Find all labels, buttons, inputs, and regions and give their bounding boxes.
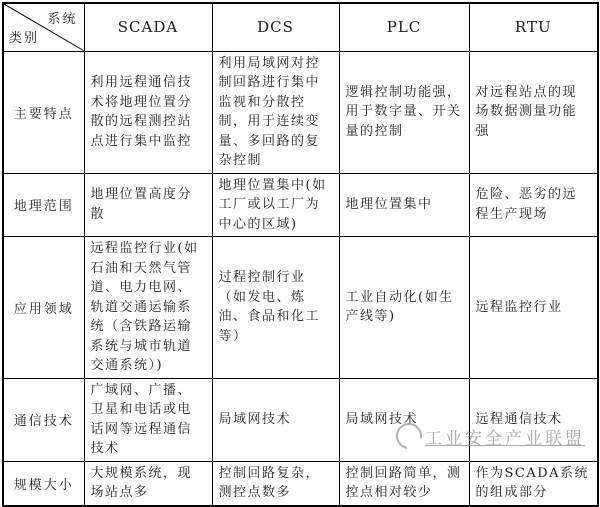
cell-geographic-scope-scada: 地理位置高度分散: [84, 173, 212, 237]
cell-communication-tech-rtu: 远程通信技术: [469, 378, 598, 461]
row-label-communication-tech: 通信技术: [3, 378, 84, 461]
cell-main-features-scada: 利用远程通信技术将地理位置分散的远程测控站点进行集中监控: [84, 51, 212, 173]
row-label-geographic-scope: 地理范围: [3, 173, 84, 237]
cell-geographic-scope-rtu: 危险、恶劣的远程生产现场: [469, 173, 598, 237]
cell-communication-tech-plc: 局域网技术: [339, 378, 469, 461]
cell-application-domain-rtu: 远程监控行业: [469, 237, 598, 379]
table-row-geographic-scope: [3, 173, 598, 237]
column-header-dcs: DCS: [212, 3, 339, 51]
cell-application-domain-dcs: 过程控制行业（如发电、炼油、食品和化工等）: [212, 237, 339, 379]
table-row-scale: [3, 461, 598, 506]
row-label-application-domain: 应用领域: [3, 237, 84, 379]
header-row: [3, 3, 598, 51]
cell-application-domain-scada: 远程监控行业(如石油和天然气管道、电力电网、轨道交通运输系统（含铁路运输系统与城市轨道交通系统）): [84, 237, 212, 379]
table-row-communication-tech: [3, 378, 598, 461]
corner-header-cell: [3, 3, 84, 51]
column-header-rtu: RTU: [469, 3, 598, 51]
row-label-scale: 规模大小: [3, 461, 84, 506]
cell-geographic-scope-dcs: 地理位置集中(如工厂或以工厂为中心的区域): [212, 173, 339, 237]
system-comparison-table: [2, 2, 599, 507]
cell-communication-tech-dcs: 局域网技术: [212, 378, 339, 461]
column-header-plc: PLC: [339, 3, 469, 51]
cell-application-domain-plc: 工业自动化(如生产线等): [339, 237, 469, 379]
row-label-main-features: 主要特点: [3, 51, 84, 173]
cell-scale-dcs: 控制回路复杂，测控点数多: [212, 461, 339, 506]
corner-top-label: 系统: [47, 12, 78, 27]
table-row-main-features: [3, 51, 598, 173]
corner-bottom-label: 类别: [9, 30, 40, 46]
cell-scale-rtu: 作为SCADA系统的组成部分: [469, 461, 598, 506]
cell-main-features-rtu: 对远程站点的现场数据测量功能强: [469, 51, 598, 173]
cell-scale-scada: 大规模系统，现场站点多: [84, 461, 212, 506]
cell-geographic-scope-plc: 地理位置集中: [339, 173, 469, 237]
column-header-scada: SCADA: [84, 3, 212, 51]
cell-scale-plc: 控制回路简单，测控点相对较少: [339, 461, 469, 506]
table-row-application-domain: [3, 237, 598, 379]
cell-main-features-plc: 逻辑控制功能强，用于数字量、开关量的控制: [339, 51, 469, 173]
cell-communication-tech-scada: 广域网、广播、卫星和电话或电话网等远程通信技术: [84, 378, 212, 461]
cell-main-features-dcs: 利用局域网对控制回路进行集中监视和分散控制，用于连续变量、多回路的复杂控制: [212, 51, 339, 173]
watermark-text: 工业安全产业联盟: [425, 428, 585, 449]
